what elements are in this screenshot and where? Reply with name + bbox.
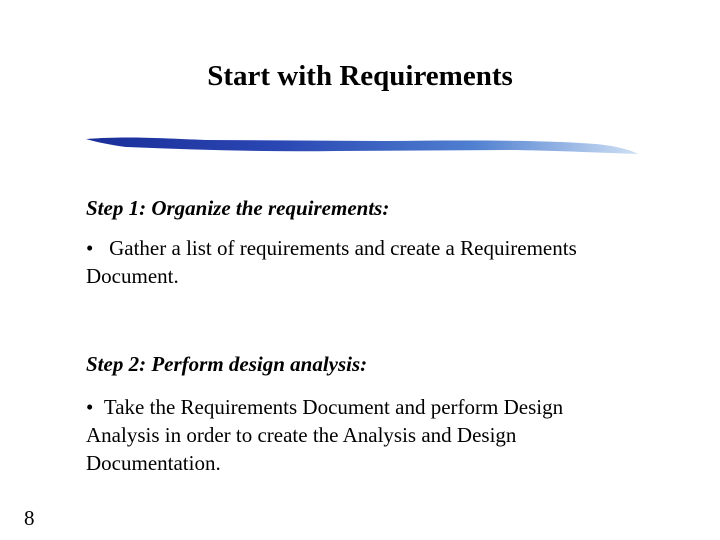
- bullet-1: •: [86, 236, 94, 260]
- title-underline-swoosh: [86, 128, 638, 162]
- step-2-text: Take the Requirements Document and perform Design Analysis in order to create the Analysis and Design Documentation.: [86, 395, 564, 475]
- step-1-text: Gather a list of requirements and create a Requirements Document.: [86, 236, 577, 288]
- step-1-body: [86, 234, 606, 290]
- bullet-2: •: [86, 395, 94, 419]
- step-2-heading: Step 2: Perform design analysis:: [86, 352, 368, 376]
- step-1-heading: Step 1: Organize the requirements:: [86, 196, 390, 220]
- page-number: 8: [24, 506, 35, 530]
- step-2-body: [86, 393, 596, 477]
- slide-title: Start with Requirements: [207, 60, 513, 92]
